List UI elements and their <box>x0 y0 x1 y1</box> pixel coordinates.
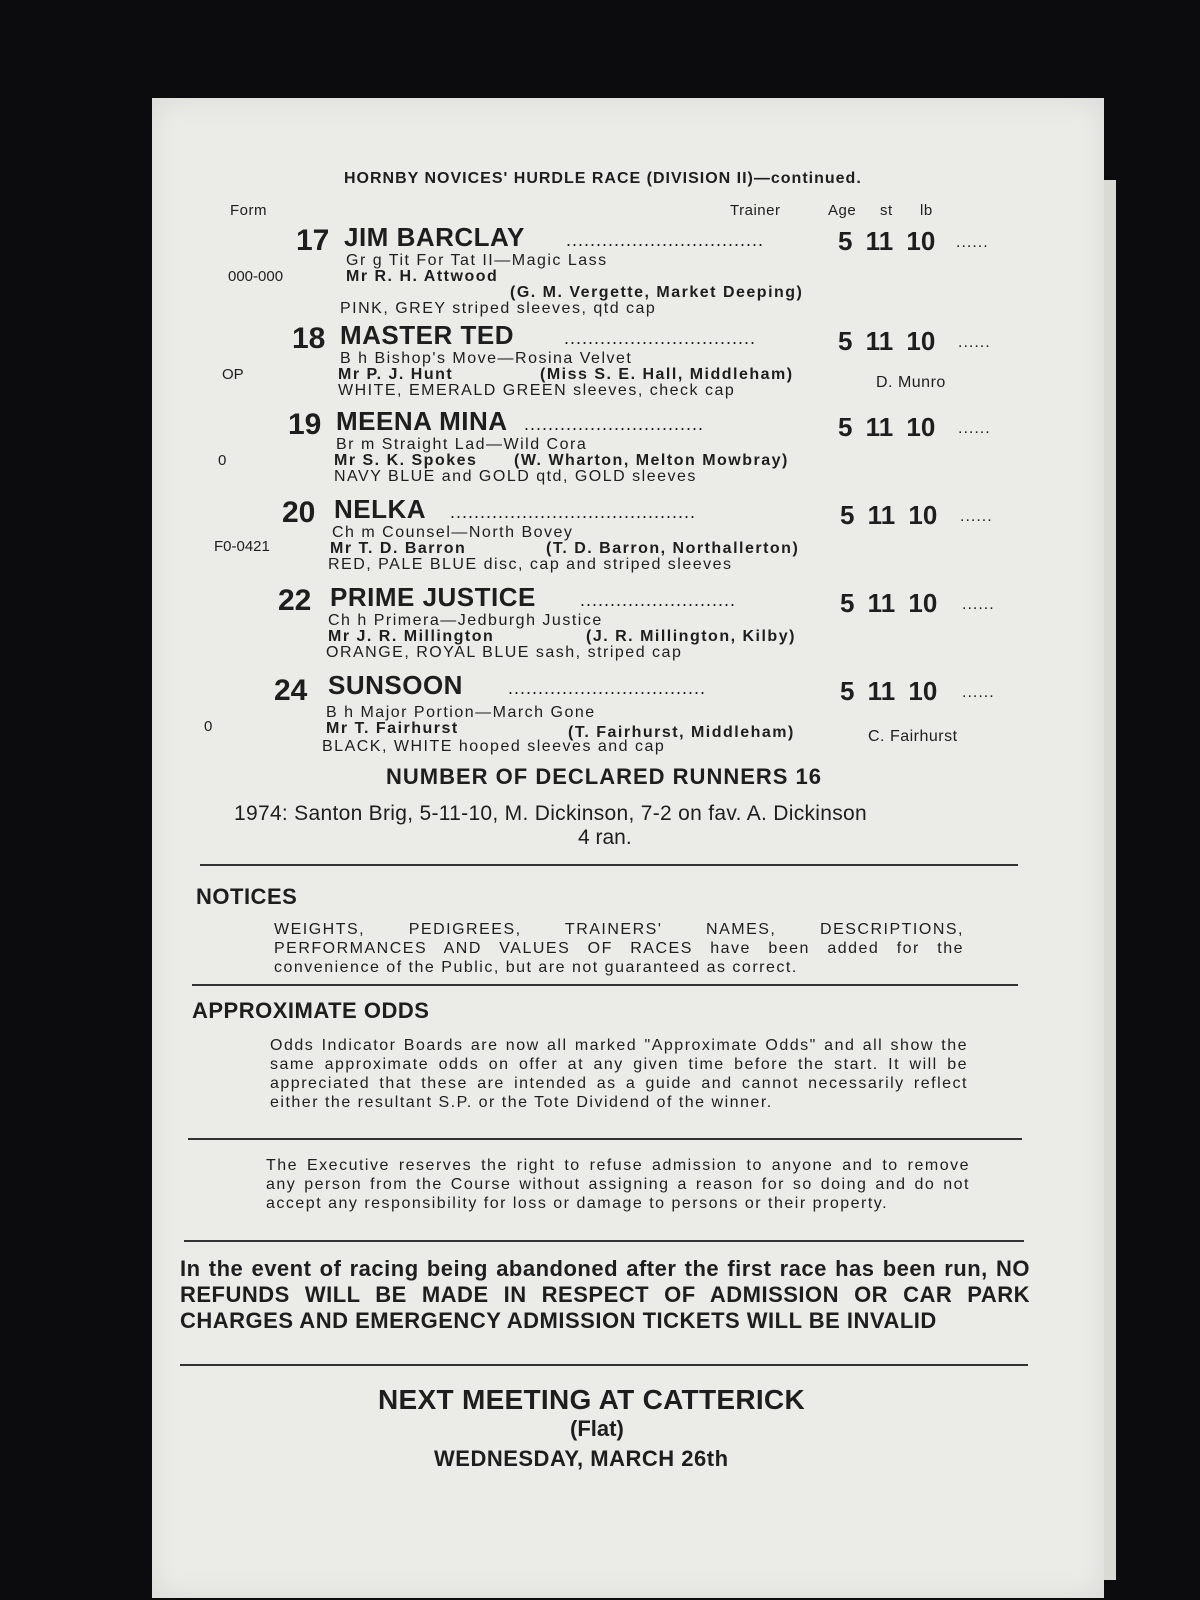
next-meeting-date: WEDNESDAY, MARCH 26th <box>434 1446 729 1471</box>
runner-name: NELKA <box>334 494 427 524</box>
trainer-column-header: Trainer <box>730 202 781 219</box>
runner-trainer: (G. M. Vergette, Market Deeping) <box>510 284 804 301</box>
runner-weight: 5 11 10 <box>840 676 938 706</box>
declared-runners: NUMBER OF DECLARED RUNNERS 16 <box>386 764 823 789</box>
jockey-dots: ...... <box>962 596 995 613</box>
runner-number: 18 <box>292 322 326 355</box>
runner-trainer: (J. R. Millington, Kilby) <box>586 628 796 645</box>
divider <box>184 1240 1024 1242</box>
notices-heading: NOTICES <box>196 884 298 909</box>
form-column-header: Form <box>230 202 267 219</box>
runner-trainer: (W. Wharton, Melton Mowbray) <box>514 452 789 469</box>
executive-notice: The Executive reserves the right to refuse admission to anyone and to remove any person from the Course without assigning a reason for so doing and do not accept any responsibility for loss or damage to persons or their property. <box>266 1157 970 1212</box>
jockey-dots: ...... <box>958 334 991 351</box>
runner-breeding: B h Major Portion—March Gone <box>326 704 596 721</box>
runner-owner: Mr P. J. Hunt <box>338 366 454 383</box>
divider <box>188 1138 1022 1140</box>
runner-name: PRIME JUSTICE <box>330 582 536 612</box>
runner-weight: 5 11 10 <box>838 326 936 356</box>
runner-number: 22 <box>278 584 312 617</box>
racecard-page <box>152 98 1104 1598</box>
divider <box>180 1364 1028 1366</box>
leader-dots: ................................ <box>564 328 757 348</box>
next-meeting-type: (Flat) <box>570 1416 624 1441</box>
runner-number: 19 <box>288 408 322 441</box>
runner-breeding: Ch m Counsel—North Bovey <box>332 524 574 541</box>
runner-number: 20 <box>282 496 316 529</box>
runner-entry <box>152 670 1104 760</box>
runner-colours: WHITE, EMERALD GREEN sleeves, check cap <box>338 382 736 399</box>
runner-breeding: Gr g Tit For Tat II—Magic Lass <box>346 252 608 269</box>
divider <box>192 984 1018 986</box>
leader-dots: ......................................... <box>450 502 697 522</box>
age-column-header: Age <box>828 202 857 219</box>
last-year-result: 1974: Santon Brig, 5-11-10, M. Dickinson, 7-2 on fav. A. Dickinson <box>234 802 868 825</box>
runner-owner: Mr J. R. Millington <box>328 628 495 645</box>
runner-form: 000-000 <box>228 268 284 285</box>
jockey-dots: ...... <box>956 234 989 251</box>
runner-entry <box>152 220 1104 317</box>
runner-trainer: (Miss S. E. Hall, Middleham) <box>540 366 794 383</box>
runner-weight: 5 11 10 <box>838 412 936 442</box>
runner-entry <box>152 406 1104 496</box>
runner-weight: 5 11 10 <box>840 588 938 618</box>
runner-colours: ORANGE, ROYAL BLUE sash, striped cap <box>326 644 683 661</box>
runner-name: SUNSOON <box>328 670 463 700</box>
runner-trainer: (T. Fairhurst, Middleham) <box>568 724 795 741</box>
runner-weight: 5 11 10 <box>840 500 938 530</box>
runner-breeding: B h Bishop's Move—Rosina Velvet <box>340 350 633 367</box>
abandonment-notice: In the event of racing being abandoned after the first race has been run, NO REFUNDS WILL BE MADE IN RESPECT OF ADMISSION OR CAR PARK CHARGES AND EMERGENCY ADMISSION TICKETS WILL BE INVALID <box>180 1256 1030 1333</box>
runner-form: OP <box>222 366 244 383</box>
runner-owner: Mr T. Fairhurst <box>326 720 459 737</box>
lb-column-header: lb <box>920 202 933 219</box>
odds-text: Odds Indicator Boards are now all marked "Approximate Odds" and all show the same approximate odds on offer at any given time before the start. It will be appreciated that these are intended as a guide and cannot necessarily reflect either the resultant S.P. or the Tote Dividend of the winner. <box>270 1037 968 1111</box>
runner-breeding: Br m Straight Lad—Wild Cora <box>336 436 588 453</box>
runner-name: MASTER TED <box>340 320 514 350</box>
leader-dots: ................................. <box>508 678 707 698</box>
jockey-dots: ...... <box>958 420 991 437</box>
runner-number: 17 <box>296 224 330 257</box>
leader-dots: .......................... <box>580 590 737 610</box>
runner-trainer: (T. D. Barron, Northallerton) <box>546 540 800 557</box>
runner-colours: RED, PALE BLUE disc, cap and striped sleeves <box>328 556 733 573</box>
runner-colours: PINK, GREY striped sleeves, qtd cap <box>340 300 657 317</box>
runner-weight: 5 11 10 <box>838 226 936 256</box>
runner-owner: Mr R. H. Attwood <box>346 268 499 285</box>
st-column-header: st <box>880 202 893 219</box>
runner-form: 0 <box>204 718 213 735</box>
odds-heading: APPROXIMATE ODDS <box>192 998 430 1023</box>
runner-entry <box>152 494 1104 584</box>
runner-entry <box>152 582 1104 672</box>
leader-dots: .............................. <box>524 414 705 434</box>
last-year-runners: 4 ran. <box>578 826 632 849</box>
runner-jockey: D. Munro <box>876 374 946 391</box>
race-title: HORNBY NOVICES' HURDLE RACE (DIVISION II)—continued. <box>344 170 862 187</box>
runner-colours: NAVY BLUE and GOLD qtd, GOLD sleeves <box>334 468 697 485</box>
runner-breeding: Ch h Primera—Jedburgh Justice <box>328 612 603 629</box>
runner-owner: Mr T. D. Barron <box>330 540 467 557</box>
leader-dots: ................................. <box>566 230 765 250</box>
runner-name: MEENA MINA <box>336 406 508 436</box>
jockey-dots: ...... <box>960 508 993 525</box>
next-meeting-title: NEXT MEETING AT CATTERICK <box>378 1384 805 1415</box>
runner-number: 24 <box>274 674 308 707</box>
runner-colours: BLACK, WHITE hooped sleeves and cap <box>322 738 666 755</box>
runner-name: JIM BARCLAY <box>344 222 525 252</box>
runner-form: 0 <box>218 452 227 469</box>
runner-form: F0-0421 <box>214 538 270 555</box>
jockey-dots: ...... <box>962 684 995 701</box>
notices-text: WEIGHTS, PEDIGREES, TRAINERS' NAMES, DESCRIPTIONS, PERFORMANCES AND VALUES OF RACES have been added for the convenience of the Public, but are not guaranteed as correct. <box>274 921 964 976</box>
runner-jockey: C. Fairhurst <box>868 728 958 745</box>
runner-owner: Mr S. K. Spokes <box>334 452 478 469</box>
divider <box>200 864 1018 866</box>
runner-entry <box>152 320 1104 410</box>
